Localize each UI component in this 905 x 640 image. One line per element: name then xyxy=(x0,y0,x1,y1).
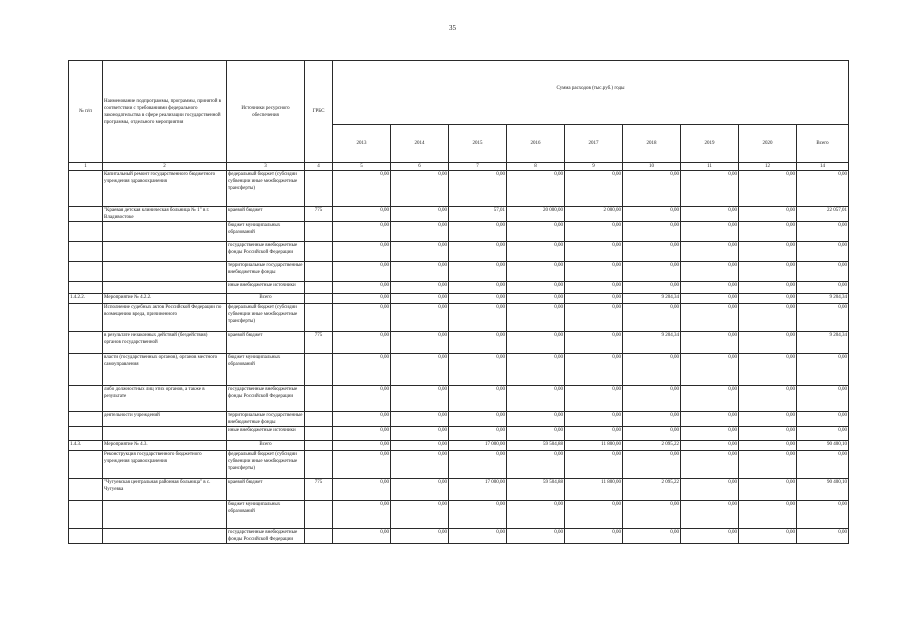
amount-cell: 0,00 xyxy=(391,451,449,479)
grbs-cell xyxy=(305,222,333,242)
amount-cell: 0,00 xyxy=(565,354,623,386)
amount-cell: 0,00 xyxy=(797,242,849,262)
amount-cell: 0,00 xyxy=(391,262,449,282)
table-row xyxy=(69,386,849,412)
measure-name: Мероприятие № 4.2.2. xyxy=(103,294,227,304)
total-value: 0,00 xyxy=(391,294,449,304)
row-number-empty xyxy=(69,207,103,222)
amount-cell: 0,00 xyxy=(449,171,507,207)
amount-cell: 0,00 xyxy=(333,412,391,427)
amount-cell: 0,00 xyxy=(739,222,797,242)
column-index: 8 xyxy=(507,163,565,171)
amount-cell: 0,00 xyxy=(797,304,849,332)
amount-cell: 0,00 xyxy=(333,207,391,222)
page-number: 35 xyxy=(449,24,456,32)
amount-cell: 0,00 xyxy=(739,171,797,207)
amount-cell: 0,00 xyxy=(681,479,739,501)
grbs-cell: 775 xyxy=(305,207,333,222)
table-row xyxy=(69,242,849,262)
total-row xyxy=(69,294,849,304)
total-value: 0,00 xyxy=(565,294,623,304)
measure-name xyxy=(103,222,227,242)
amount-cell: 0,00 xyxy=(507,262,565,282)
table-row xyxy=(69,171,849,207)
measure-name: "Краевая детская клиническая больница № 1" в г. Владивостоке xyxy=(103,207,227,222)
amount-cell: 0,00 xyxy=(333,479,391,501)
amount-cell: 0,00 xyxy=(391,332,449,354)
header-sum: Сумма расходов (тыс.руб.) годы xyxy=(333,61,849,125)
table-row xyxy=(69,332,849,354)
total-value: 0,00 xyxy=(333,441,391,451)
amount-cell: 0,00 xyxy=(565,427,623,441)
amount-cell: 0,00 xyxy=(565,282,623,294)
column-index: 12 xyxy=(739,163,797,171)
amount-cell: 0,00 xyxy=(449,304,507,332)
amount-cell: 0,00 xyxy=(449,222,507,242)
amount-cell: 0,00 xyxy=(565,171,623,207)
amount-cell: 0,00 xyxy=(565,451,623,479)
amount-cell: 0,00 xyxy=(797,386,849,412)
row-number-empty xyxy=(69,222,103,242)
row-number-empty xyxy=(69,386,103,412)
amount-cell: 0,00 xyxy=(449,412,507,427)
amount-cell: 0,00 xyxy=(623,242,681,262)
measure-name xyxy=(103,529,227,544)
amount-cell: 0,00 xyxy=(333,171,391,207)
amount-cell: 0,00 xyxy=(565,529,623,544)
amount-cell: 0,00 xyxy=(391,412,449,427)
amount-cell: 0,00 xyxy=(507,332,565,354)
amount-cell: 0,00 xyxy=(623,529,681,544)
grbs-cell xyxy=(305,451,333,479)
funding-source: федеральный бюджет (субсидии субвенции иные межбюджетные трансферты) xyxy=(227,304,305,332)
year-header: 2020 xyxy=(739,125,797,163)
table-row xyxy=(69,451,849,479)
amount-cell: 0,00 xyxy=(391,171,449,207)
total-value: 90 400,10 xyxy=(797,441,849,451)
amount-cell: 0,00 xyxy=(565,332,623,354)
total-value: 0,00 xyxy=(449,294,507,304)
table-row xyxy=(69,354,849,386)
amount-cell: 0,00 xyxy=(507,354,565,386)
amount-cell: 0,00 xyxy=(391,501,449,529)
amount-cell: 0,00 xyxy=(797,451,849,479)
row-number-empty xyxy=(69,242,103,262)
amount-cell: 9 204,34 xyxy=(623,332,681,354)
amount-cell: 0,00 xyxy=(391,304,449,332)
amount-cell: 0,00 xyxy=(623,501,681,529)
column-index: 14 xyxy=(797,163,849,171)
year-header: 2014 xyxy=(391,125,449,163)
table-row xyxy=(69,304,849,332)
amount-cell: 0,00 xyxy=(681,412,739,427)
total-value: 0,00 xyxy=(333,294,391,304)
amount-cell: 0,00 xyxy=(333,501,391,529)
amount-cell: 0,00 xyxy=(739,529,797,544)
amount-cell: 0,00 xyxy=(681,242,739,262)
column-index: 4 xyxy=(305,163,333,171)
amount-cell: 0,00 xyxy=(739,451,797,479)
total-label: Всего xyxy=(227,294,305,304)
funding-source: территориальные государственные внебюджетные фонды xyxy=(227,412,305,427)
grbs-cell xyxy=(305,386,333,412)
measure-name xyxy=(103,282,227,294)
column-index: 5 xyxy=(333,163,391,171)
amount-cell: 0,00 xyxy=(681,171,739,207)
amount-cell: 2 095,22 xyxy=(623,479,681,501)
amount-cell: 0,00 xyxy=(507,451,565,479)
total-value: 2 095,22 xyxy=(623,441,681,451)
row-number-empty xyxy=(69,529,103,544)
amount-cell: 0,00 xyxy=(623,262,681,282)
amount-cell: 0,00 xyxy=(623,412,681,427)
funding-source: краевой бюджет xyxy=(227,332,305,354)
row-number-empty xyxy=(69,262,103,282)
amount-cell: 57,01 xyxy=(449,207,507,222)
amount-cell: 0,00 xyxy=(797,412,849,427)
amount-cell: 0,00 xyxy=(739,207,797,222)
column-index: 3 xyxy=(227,163,305,171)
header-grbs: ГРБС xyxy=(305,61,333,163)
measure-name: Реконструкция государственного бюджетного учреждения здравоохранения xyxy=(103,451,227,479)
total-value: 0,00 xyxy=(739,294,797,304)
amount-cell: 0,00 xyxy=(681,304,739,332)
amount-cell: 0,00 xyxy=(333,332,391,354)
year-header: 2013 xyxy=(333,125,391,163)
total-value: 17 000,00 xyxy=(449,441,507,451)
amount-cell: 9 204,34 xyxy=(797,332,849,354)
year-header: 2017 xyxy=(565,125,623,163)
row-number: 1.4.2.2. xyxy=(69,294,103,304)
header-no: № п/п xyxy=(69,61,103,163)
amount-cell: 0,00 xyxy=(449,332,507,354)
amount-cell: 0,00 xyxy=(739,412,797,427)
amount-cell: 0,00 xyxy=(449,282,507,294)
amount-cell: 0,00 xyxy=(391,354,449,386)
amount-cell: 0,00 xyxy=(507,501,565,529)
amount-cell: 0,00 xyxy=(391,242,449,262)
row-number-empty xyxy=(69,304,103,332)
amount-cell: 0,00 xyxy=(449,354,507,386)
amount-cell: 59 504,88 xyxy=(507,479,565,501)
amount-cell: 2 000,00 xyxy=(565,207,623,222)
amount-cell: 0,00 xyxy=(507,304,565,332)
amount-cell: 0,00 xyxy=(623,304,681,332)
grbs-cell xyxy=(305,294,333,304)
column-index: 2 xyxy=(103,163,227,171)
amount-cell: 0,00 xyxy=(565,242,623,262)
measure-name: в результате незаконных действий (бездействия) органов государственной xyxy=(103,332,227,354)
amount-cell: 0,00 xyxy=(333,262,391,282)
total-value: 0,00 xyxy=(681,294,739,304)
measure-name: "Чугуевская центральная районная больница" в с. Чугуевка xyxy=(103,479,227,501)
row-number-empty xyxy=(69,282,103,294)
amount-cell: 0,00 xyxy=(623,427,681,441)
measure-name: либо должностных лиц этих органов, а также в результате xyxy=(103,386,227,412)
amount-cell: 0,00 xyxy=(391,222,449,242)
row-number-empty xyxy=(69,451,103,479)
row-number-empty xyxy=(69,354,103,386)
total-value: 59 504,88 xyxy=(507,441,565,451)
amount-cell: 0,00 xyxy=(333,222,391,242)
amount-cell: 0,00 xyxy=(507,282,565,294)
table-row xyxy=(69,412,849,427)
total-row xyxy=(69,441,849,451)
grbs-cell xyxy=(305,412,333,427)
total-label: Всего xyxy=(227,441,305,451)
amount-cell: 0,00 xyxy=(681,222,739,242)
funding-source: иные внебюджетные источники xyxy=(227,427,305,441)
amount-cell: 0,00 xyxy=(739,304,797,332)
grbs-cell xyxy=(305,529,333,544)
amount-cell: 0,00 xyxy=(681,386,739,412)
amount-cell: 0,00 xyxy=(333,529,391,544)
amount-cell: 0,00 xyxy=(333,386,391,412)
table-row xyxy=(69,262,849,282)
amount-cell: 0,00 xyxy=(623,222,681,242)
budget-table xyxy=(68,60,849,544)
amount-cell: 0,00 xyxy=(623,354,681,386)
amount-cell: 0,00 xyxy=(507,222,565,242)
grbs-cell xyxy=(305,501,333,529)
amount-cell: 0,00 xyxy=(739,262,797,282)
amount-cell: 0,00 xyxy=(739,427,797,441)
total-value: 9 204,34 xyxy=(623,294,681,304)
table-row xyxy=(69,529,849,544)
amount-cell: 0,00 xyxy=(391,282,449,294)
amount-cell: 0,00 xyxy=(449,451,507,479)
amount-cell: 0,00 xyxy=(739,501,797,529)
table-row xyxy=(69,282,849,294)
amount-cell: 0,00 xyxy=(333,427,391,441)
funding-source: бюджет муниципальных образований xyxy=(227,354,305,386)
amount-cell: 0,00 xyxy=(333,354,391,386)
amount-cell: 0,00 xyxy=(681,282,739,294)
amount-cell: 0,00 xyxy=(333,242,391,262)
amount-cell: 0,00 xyxy=(623,282,681,294)
amount-cell: 0,00 xyxy=(681,354,739,386)
amount-cell: 0,00 xyxy=(797,354,849,386)
table-row xyxy=(69,207,849,222)
amount-cell: 0,00 xyxy=(797,501,849,529)
amount-cell: 0,00 xyxy=(623,207,681,222)
amount-cell: 0,00 xyxy=(449,262,507,282)
total-value: 0,00 xyxy=(681,441,739,451)
amount-cell: 0,00 xyxy=(391,207,449,222)
table-row xyxy=(69,479,849,501)
grbs-cell: 775 xyxy=(305,479,333,501)
funding-source: бюджет муниципальных образований xyxy=(227,501,305,529)
amount-cell: 0,00 xyxy=(681,332,739,354)
total-value: 0,00 xyxy=(507,294,565,304)
amount-cell: 0,00 xyxy=(507,412,565,427)
funding-source: иные внебюджетные источники xyxy=(227,282,305,294)
measure-name: власти (государственных органов), органов местного самоуправления xyxy=(103,354,227,386)
column-index-row xyxy=(69,163,849,171)
grbs-cell xyxy=(305,171,333,207)
measure-name: деятельности учреждений xyxy=(103,412,227,427)
amount-cell: 0,00 xyxy=(739,282,797,294)
measure-name: Капитальный ремонт государственного бюджетного учреждения здравоохранения xyxy=(103,171,227,207)
grbs-cell xyxy=(305,441,333,451)
table-row xyxy=(69,427,849,441)
row-number-empty xyxy=(69,412,103,427)
total-value: 0,00 xyxy=(739,441,797,451)
amount-cell: 0,00 xyxy=(681,427,739,441)
amount-cell: 0,00 xyxy=(797,529,849,544)
amount-cell: 0,00 xyxy=(565,262,623,282)
amount-cell: 0,00 xyxy=(565,386,623,412)
year-header: 2016 xyxy=(507,125,565,163)
amount-cell: 0,00 xyxy=(681,501,739,529)
measure-name: Исполнение судебных актов Российской Федерации по возмещению вреда, причиненного xyxy=(103,304,227,332)
amount-cell: 0,00 xyxy=(797,171,849,207)
row-number-empty xyxy=(69,479,103,501)
amount-cell: 0,00 xyxy=(333,451,391,479)
year-header: Всего xyxy=(797,125,849,163)
amount-cell: 0,00 xyxy=(449,386,507,412)
amount-cell: 0,00 xyxy=(797,282,849,294)
table-body xyxy=(69,171,849,544)
amount-cell: 11 800,00 xyxy=(565,479,623,501)
header-source: Источники ресурсного обеспечения xyxy=(227,61,305,163)
measure-name xyxy=(103,262,227,282)
amount-cell: 0,00 xyxy=(739,354,797,386)
column-index: 7 xyxy=(449,163,507,171)
column-index: 11 xyxy=(681,163,739,171)
measure-name: Мероприятие № 4.3. xyxy=(103,441,227,451)
funding-source: государственные внебюджетные фонды Российской Федерации xyxy=(227,386,305,412)
grbs-cell xyxy=(305,262,333,282)
amount-cell: 0,00 xyxy=(739,242,797,262)
column-index: 6 xyxy=(391,163,449,171)
amount-cell: 0,00 xyxy=(565,304,623,332)
amount-cell: 0,00 xyxy=(623,451,681,479)
funding-source: бюджет муниципальных образований xyxy=(227,222,305,242)
amount-cell: 0,00 xyxy=(333,304,391,332)
amount-cell: 0,00 xyxy=(333,282,391,294)
measure-name xyxy=(103,427,227,441)
row-number: 1.4.3. xyxy=(69,441,103,451)
amount-cell: 0,00 xyxy=(681,262,739,282)
amount-cell: 90 400,10 xyxy=(797,479,849,501)
amount-cell: 0,00 xyxy=(507,242,565,262)
measure-name xyxy=(103,242,227,262)
amount-cell: 0,00 xyxy=(507,171,565,207)
row-number-empty xyxy=(69,427,103,441)
funding-source: государственные внебюджетные фонды Российской Федерации xyxy=(227,242,305,262)
row-number-empty xyxy=(69,332,103,354)
grbs-cell xyxy=(305,354,333,386)
funding-source: территориальные государственные внебюджетные фонды xyxy=(227,262,305,282)
amount-cell: 0,00 xyxy=(391,479,449,501)
column-index: 1 xyxy=(69,163,103,171)
column-index: 10 xyxy=(623,163,681,171)
grbs-cell xyxy=(305,282,333,294)
amount-cell: 0,00 xyxy=(739,386,797,412)
amount-cell: 0,00 xyxy=(681,529,739,544)
amount-cell: 0,00 xyxy=(507,427,565,441)
table-row xyxy=(69,501,849,529)
amount-cell: 0,00 xyxy=(797,427,849,441)
amount-cell: 0,00 xyxy=(507,386,565,412)
amount-cell: 20 000,00 xyxy=(507,207,565,222)
funding-source: государственные внебюджетные фонды Российской Федерации xyxy=(227,529,305,544)
amount-cell: 0,00 xyxy=(623,386,681,412)
grbs-cell xyxy=(305,427,333,441)
amount-cell: 0,00 xyxy=(681,207,739,222)
amount-cell: 0,00 xyxy=(565,412,623,427)
amount-cell: 0,00 xyxy=(681,451,739,479)
measure-name xyxy=(103,501,227,529)
column-index: 9 xyxy=(565,163,623,171)
year-header: 2015 xyxy=(449,125,507,163)
total-value: 0,00 xyxy=(391,441,449,451)
year-header: 2018 xyxy=(623,125,681,163)
total-value: 9 204,34 xyxy=(797,294,849,304)
amount-cell: 0,00 xyxy=(391,529,449,544)
amount-cell: 0,00 xyxy=(449,242,507,262)
total-value: 11 800,00 xyxy=(565,441,623,451)
funding-source: краевой бюджет xyxy=(227,479,305,501)
amount-cell: 0,00 xyxy=(507,529,565,544)
row-number xyxy=(69,171,103,207)
amount-cell: 0,00 xyxy=(449,427,507,441)
funding-source: краевой бюджет xyxy=(227,207,305,222)
amount-cell: 0,00 xyxy=(565,501,623,529)
funding-source: федеральный бюджет (субсидии субвенции иные межбюджетные трансферты) xyxy=(227,451,305,479)
amount-cell: 0,00 xyxy=(623,171,681,207)
amount-cell: 0,00 xyxy=(449,529,507,544)
header-name: Наименование подпрограммы, программы, принятой в соответствии с требованиями федерального законодательства в сфере реализации государственной программы, отдельного мероприятия xyxy=(103,61,227,163)
grbs-cell xyxy=(305,304,333,332)
amount-cell: 0,00 xyxy=(739,479,797,501)
amount-cell: 0,00 xyxy=(391,386,449,412)
row-number-empty xyxy=(69,501,103,529)
amount-cell: 0,00 xyxy=(797,262,849,282)
amount-cell: 0,00 xyxy=(391,427,449,441)
grbs-cell: 775 xyxy=(305,332,333,354)
grbs-cell xyxy=(305,242,333,262)
funding-source: федеральный бюджет (субсидии субвенции иные межбюджетные трансферты) xyxy=(227,171,305,207)
amount-cell: 22 057,01 xyxy=(797,207,849,222)
year-header: 2019 xyxy=(681,125,739,163)
table-row xyxy=(69,222,849,242)
amount-cell: 0,00 xyxy=(797,222,849,242)
amount-cell: 17 000,00 xyxy=(449,479,507,501)
amount-cell: 0,00 xyxy=(565,222,623,242)
amount-cell: 0,00 xyxy=(449,501,507,529)
amount-cell: 0,00 xyxy=(739,332,797,354)
